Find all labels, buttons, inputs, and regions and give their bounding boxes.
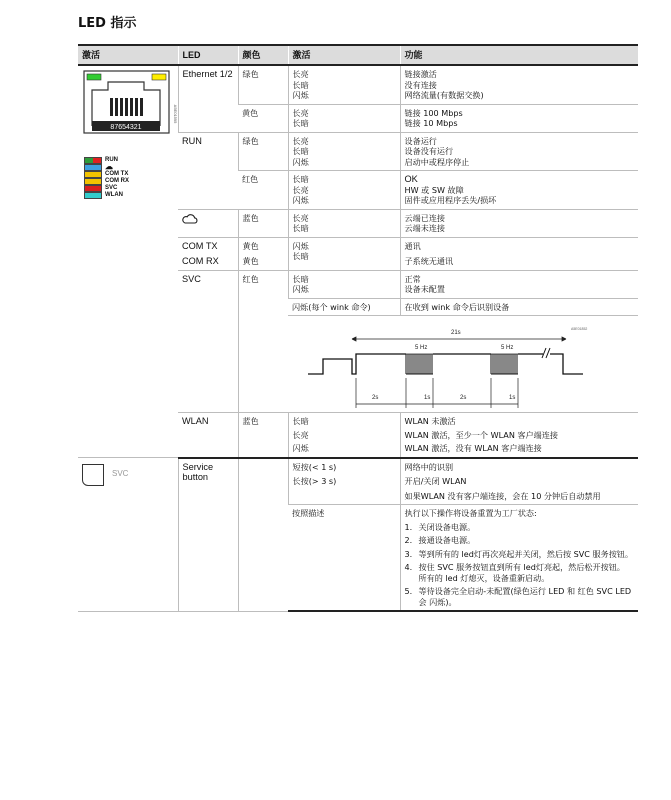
function-list: 云端已连接 云端未连接 (400, 209, 638, 237)
timing-seg-4: 1s (509, 395, 516, 401)
cloud-icon (182, 213, 198, 224)
list-item: 3. 等到所有的 led灯再次亮起并关闭，然后按 SVC 服务按钮。 (404, 548, 633, 559)
state-list: 长亮 长暗 闪烁 (288, 132, 400, 171)
led-left-green (87, 74, 101, 80)
table-row (78, 458, 638, 505)
table-row (78, 65, 638, 104)
timing-seg-1: 2s (372, 395, 379, 401)
press-states: 短按(< 1 s) 长按(> 3 s) (288, 458, 400, 505)
header-activation: 激活 (78, 45, 178, 65)
function-list: 设备运行 设备没有运行 启动中或程序停止 (400, 132, 638, 171)
color-red: 红色 (238, 171, 288, 210)
list-item: 5. 等待设备完全启动-未配置(绿色运行 LED 和 红色 SVC LED 会 闪烁)。 (404, 586, 632, 607)
list-item: 4. 按住 SVC 服务按钮直到所有 led灯亮起，然后松开按钮。 (404, 562, 625, 572)
header-function: 功能 (400, 45, 638, 65)
port-digits: 87654321 (110, 124, 142, 131)
legend-run: RUN (84, 157, 129, 164)
header-color: 颜色 (238, 45, 288, 65)
color-red: 红色 (238, 270, 288, 413)
led-service-button: Service button (178, 458, 238, 612)
timing-freq-1: 5 Hz (415, 345, 428, 351)
function-list: 正常 设备未配置 (400, 270, 638, 298)
legend-wlan: WLAN (84, 192, 129, 199)
state-list: 长亮 长暗 闪烁 (288, 65, 400, 104)
color-yellow: 黄色 (238, 104, 288, 132)
list-item: 所有的 led 灯熄灭，设备重新启动。 (418, 572, 550, 583)
state-list: 长暗 闪烁 (288, 270, 400, 298)
function-list: OK HW 或 SW 故障 固件或应用程序丢失/损坏 (400, 171, 638, 210)
page-title: LED 指示 (78, 16, 137, 31)
reset-steps (405, 522, 635, 608)
cloud-icon: ☁ (105, 162, 113, 172)
led-table (78, 44, 638, 612)
wink-function: 在收到 wink 命令后识别设备 (400, 298, 638, 316)
timing-seg-3: 2s (460, 395, 467, 401)
timing-total: 21s (451, 330, 461, 336)
legend-com-tx: COM TX (84, 171, 129, 178)
color-green: 绿色 (238, 65, 288, 104)
list-item: 2. 接通设备电源。 (404, 535, 476, 545)
led-run: RUN (178, 132, 238, 209)
wink-timing-diagram (288, 316, 638, 416)
legend-svc: SVC (84, 185, 129, 192)
color-green: 绿色 (238, 132, 288, 171)
svc-button-icon (82, 464, 104, 486)
led-right-yellow (152, 74, 166, 80)
state-list: 长暗 长亮 闪烁 (288, 413, 400, 458)
rj45-port-illustration (78, 66, 178, 226)
function-list: 链接激活 没有连接 网络流量(有数据交换) (400, 65, 638, 104)
function-list: WLAN 未激活 WLAN 激活，至少一个 WLAN 客户端连接 WLAN 激活，没有 WLAN 客户端连接 (400, 413, 638, 458)
empty-color-cell (238, 458, 288, 612)
state-list: 长亮 长暗 (288, 104, 400, 132)
color-blue: 蓝色 (238, 209, 288, 237)
led-ethernet: Ethernet 1/2 (178, 65, 238, 132)
svc-side-label: SVC (112, 469, 129, 478)
timing-diagram-cell (288, 316, 638, 413)
timing-code: A5E01852 (571, 327, 588, 331)
figure-code: A5E01595 (173, 104, 178, 124)
led-wlan: WLAN (178, 413, 238, 458)
press-functions: 网络中的识别 开启/关闭 WLAN 如果WLAN 没有客户端连接，会在 10 分钟后自动禁用 (400, 458, 638, 505)
header-led: LED (178, 45, 238, 65)
timing-freq-2: 5 Hz (501, 345, 514, 351)
color-yellow: 黄色 黄色 (238, 237, 288, 270)
led-cloud (178, 209, 238, 237)
list-item: 1. 关闭设备电源。 (404, 521, 476, 532)
led-com (178, 237, 238, 270)
led-com-tx: COM TX (182, 240, 218, 251)
wink-state: 闪烁(每个 wink 命令) (288, 298, 400, 316)
led-legend (84, 157, 129, 199)
header-state: 激活 (288, 45, 400, 65)
state-list: 长亮 长暗 (288, 209, 400, 237)
state-list: 闪烁 长暗 (288, 237, 400, 270)
function-list: 通讯 子系统无通讯 (400, 237, 638, 270)
timing-seg-2: 1s (424, 395, 431, 401)
color-blue: 蓝色 (238, 413, 288, 458)
desc-state: 按照描述 (288, 505, 400, 612)
table-header-row (78, 45, 638, 65)
legend-com-rx: COM RX (84, 178, 129, 185)
function-list: 链接 100 Mbps 链接 10 Mbps (400, 104, 638, 132)
led-com-rx: COM RX (182, 256, 219, 266)
state-list: 长暗 长亮 闪烁 (288, 171, 400, 210)
led-svc: SVC (178, 270, 238, 413)
device-illustration-cell (78, 65, 178, 458)
service-button-illustration (78, 458, 178, 612)
reset-procedure: 执行以下操作将设备重置为工厂状态: 1. 关闭设备电源。 2. 接通设备电源。 3. 等到所有的 led灯再次亮起并关闭，然后按 SVC 服务按钮。 4. 按住 SVC 服务按钮直到所有 led灯亮起，然后松开按钮。 所有的 led 灯熄灭，设备重新启动。 5. 等待设备完全启动-未配置(绿色运行 LED 和 红色 SVC LED 会 闪烁)。 (400, 505, 638, 612)
